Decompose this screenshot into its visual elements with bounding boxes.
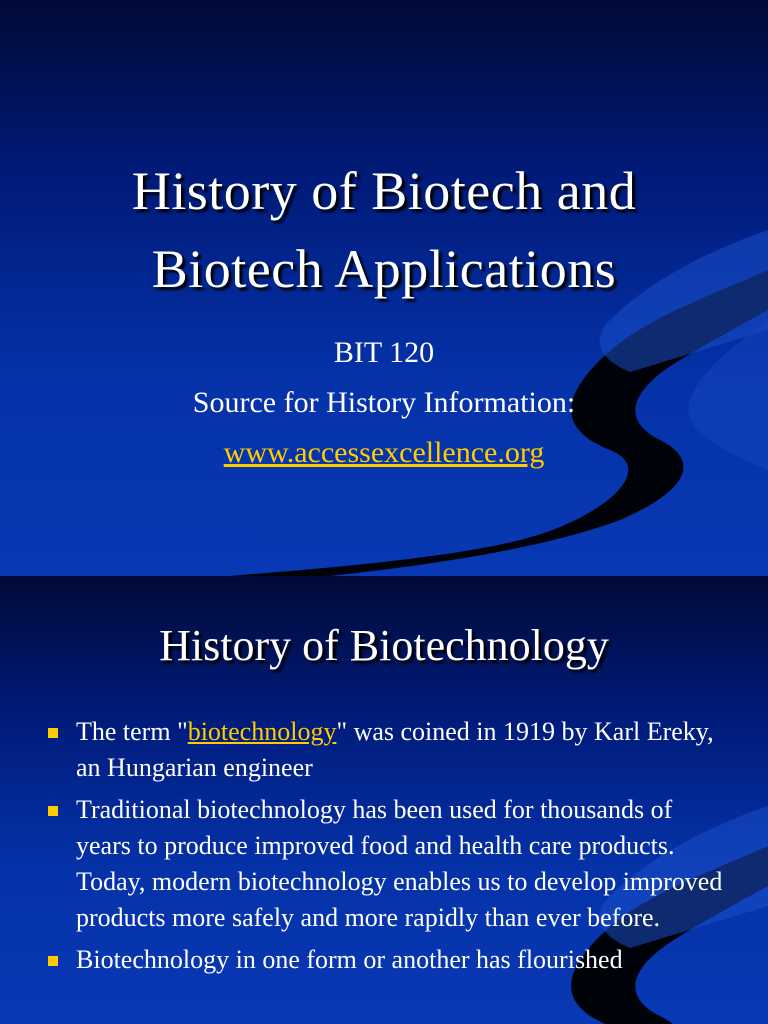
course-code: BIT 120 [333, 336, 435, 369]
bullet-item [44, 792, 724, 936]
source-link[interactable]: www.accessexcellence.org [223, 436, 545, 469]
slide-title-heading [0, 152, 768, 308]
slide-history [0, 576, 768, 1024]
biotechnology-link[interactable]: biotechnology [187, 717, 337, 746]
bullet-item [44, 942, 724, 978]
slide-heading: History of Biotechnology [159, 621, 609, 670]
bullet-text: The term " [76, 717, 188, 746]
bullet-square-icon [48, 728, 58, 738]
title-line-1: History of Biotech and [131, 161, 637, 221]
bullet-text: Traditional biotechnology has been used for thousands of years to produce improved food and health care products. Today, modern biotechnology enables us to develop improved products more safely and more rapidly than ever before. [76, 795, 723, 932]
bullet-square-icon [48, 956, 58, 966]
bullet-list [44, 714, 724, 984]
bullet-square-icon [48, 806, 58, 816]
bullet-text: " was coined in 1919 by Karl Ereky, an Hungarian engineer [76, 717, 714, 782]
bullet-item [44, 714, 724, 786]
subtitle-block [0, 328, 768, 478]
title-line-2: Biotech Applications [151, 239, 617, 299]
source-label: Source for History Information: [192, 386, 576, 419]
bullet-text: Biotechnology in one form or another has flourished [76, 945, 623, 974]
